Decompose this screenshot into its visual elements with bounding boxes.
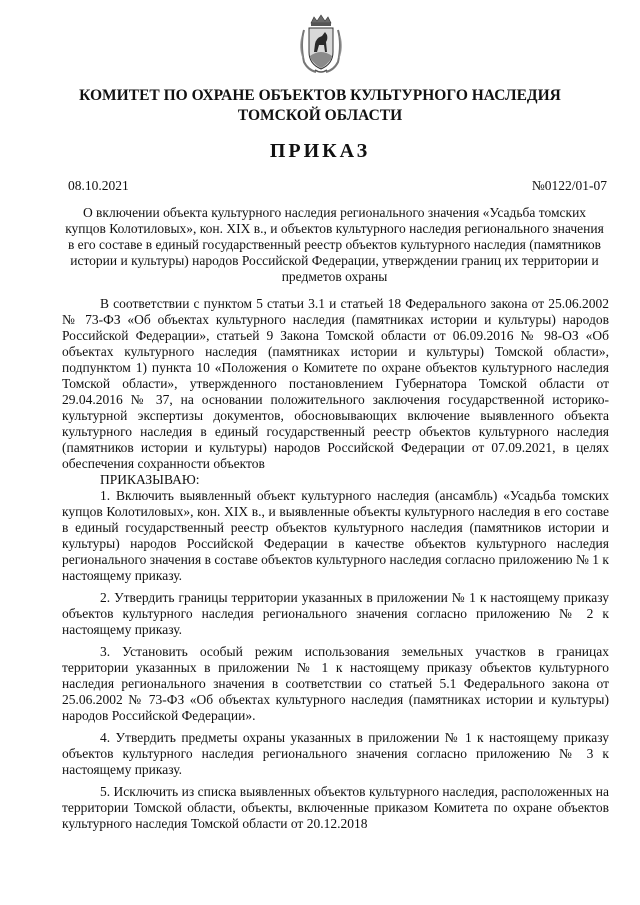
document-date: 08.10.2021 (68, 178, 129, 193)
tomsk-oblast-coat-of-arms-icon (298, 14, 344, 74)
preamble-paragraph: В соответствии с пунктом 5 статьи 3.1 и статьей 18 Федерального закона от 25.06.2002 № 73-ФЗ «Об объектах культурного наследия (памятниках истории и культуры) народов Российской Федерации», статьей 9 Закона Томской области от 06.09.2016 № 98-ОЗ «Об объектах культурного наследия (памятниках истории и культуры) Томской области», подпунктом 1) пункта 10 «Положения о Комитете по охране объектов культурного наследия Томской области», утвержденного постановлением Губернатора Томской области от 29.04.2016 № 37, на основании положительного заключения государственной историко-культурной экспертизы документов, обосновывающих включение выявленного объекта культурного наследия в единый государственный реестр объектов культурного наследия (памятников истории и культуры) народов Российской Федерации от 07.09.2021, в целях обеспечения сохранности объектов (62, 296, 609, 471)
document-number: №0122/01-07 (531, 178, 607, 193)
order-item: 4. Утвердить предметы охраны указанных в приложении № 1 к настоящему приказу объектов культурного наследия регионального значения согласно приложению № 3 к настоящему приказу. (62, 730, 609, 777)
organization-name-line2: ТОМСКОЙ ОБЛАСТИ (237, 107, 403, 124)
order-item: 1. Включить выявленный объект культурного наследия (ансамбль) «Усадьба томских купцов Колотиловых», кон. XIX в., и выявленные объекты культурного наследия в его составе в единый государственный реестр объектов культурного наследия (памятников истории и культуры) народов Российской Федерации в качестве объектов культурного наследия регионального значения в составе объектов культурного наследия согласно приложению № 1 к настоящему приказу. (62, 488, 609, 583)
order-word: ПРИКАЗЫВАЮ: (100, 472, 200, 487)
document-type-title: ПРИКАЗ (269, 140, 371, 162)
order-item: 2. Утвердить границы территории указанных в приложении № 1 к настоящему приказу объектов культурного наследия регионального значения согласно приложению № 2 к настоящему приказу. (62, 590, 609, 637)
document-subject: О включении объекта культурного наследия регионального значения «Усадьба томских купцов Колотиловых», кон. XIX в., и объектов культурного наследия регионального значения в его составе в единый государственный реестр объектов культурного наследия (памятников истории и культуры) народов Российской Федерации, утверждении границ их территории и предметов охраны (65, 205, 604, 284)
organization-name-line1: КОМИТЕТ ПО ОХРАНЕ ОБЪЕКТОВ КУЛЬТУРНОГО НАСЛЕДИЯ (79, 87, 561, 104)
order-item: 5. Исключить из списка выявленных объектов культурного наследия, расположенных на территории Томской области, объекты, включенные приказом Комитета по охране объектов культурного наследия Томской области от 20.12.2018 (62, 784, 609, 831)
order-item: 3. Установить особый режим использования земельных участков в границах территории указанных в приложении № 1 к настоящему приказу объектов культурного наследия регионального значения в соответствии со статьей 5.1 Федерального закона от 25.06.2002 № 73-ФЗ «Об объектах культурного наследия (памятниках истории и культуры) народов Российской Федерации». (62, 644, 609, 723)
document-body (62, 296, 609, 838)
